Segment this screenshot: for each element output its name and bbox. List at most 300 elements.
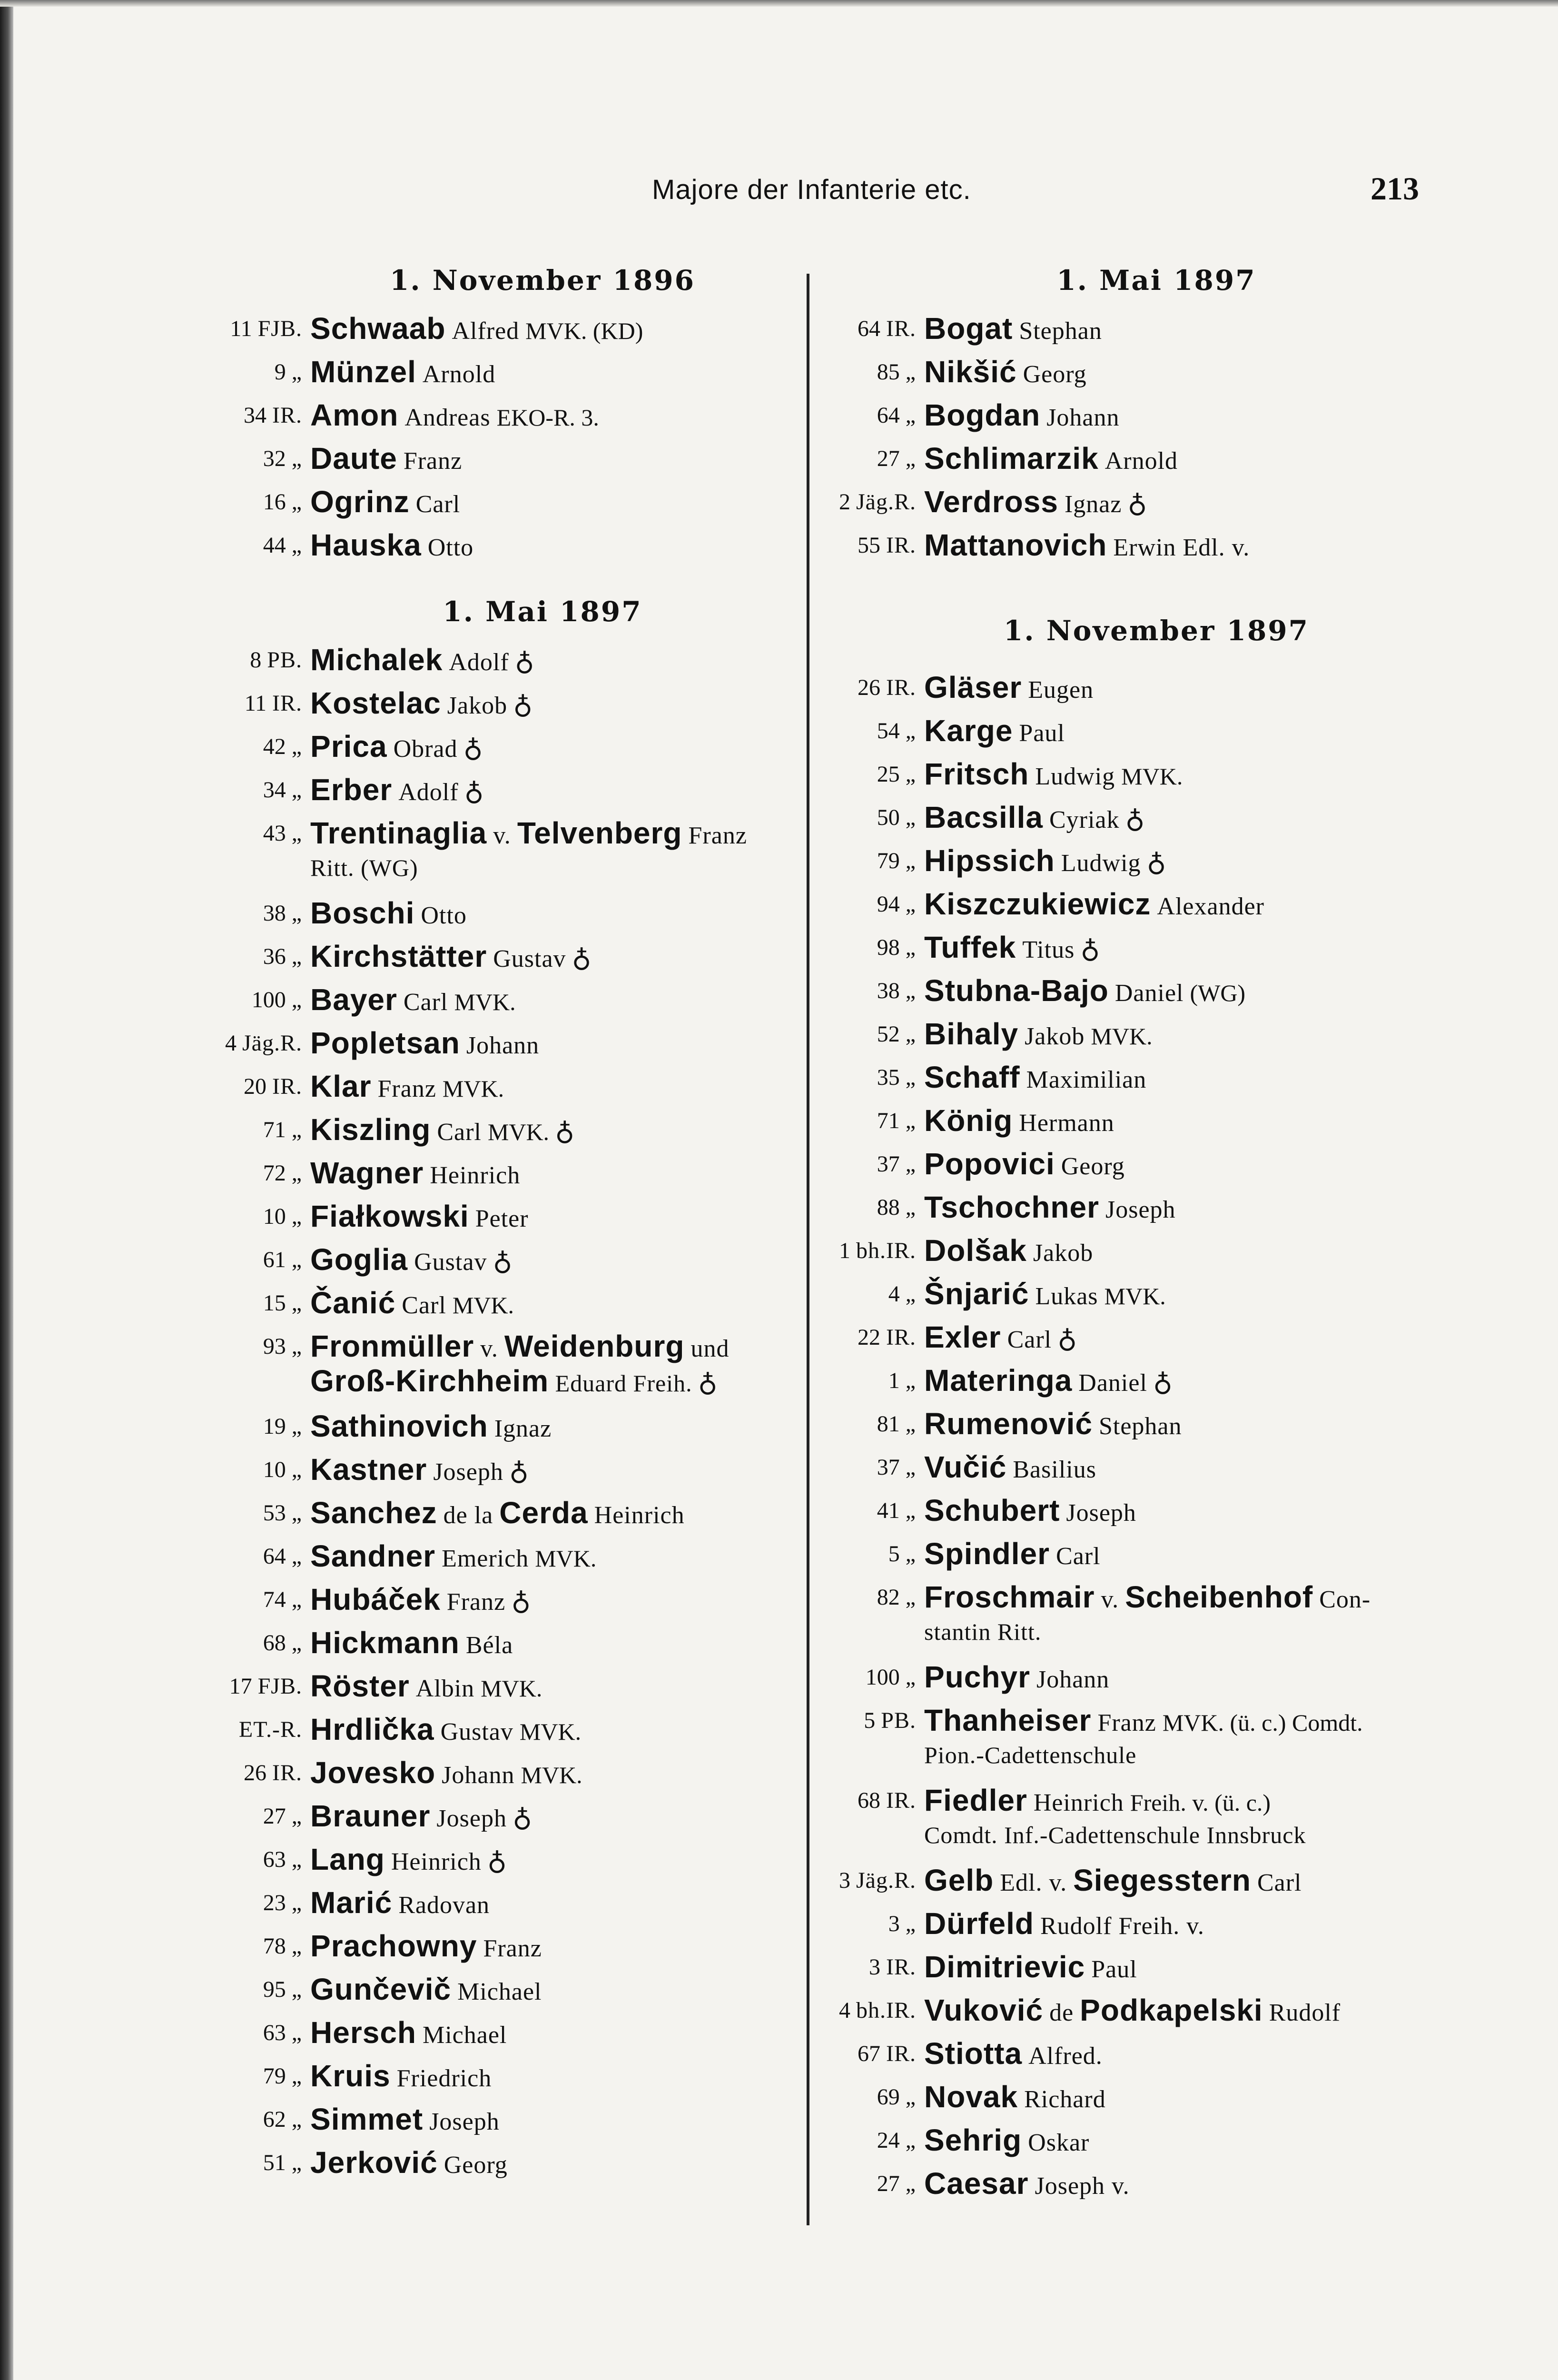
officer-surname: Daute bbox=[310, 441, 397, 476]
unit-reference bbox=[205, 350, 302, 394]
unit-abbreviation: „ bbox=[905, 1498, 916, 1523]
officer-surname: Mattanovich bbox=[924, 528, 1107, 562]
officer-given-name: Con- bbox=[1319, 1586, 1371, 1613]
list-item bbox=[205, 1448, 823, 1491]
officer-given-name: Jakob bbox=[1025, 1023, 1085, 1050]
officer-given-name: Franz bbox=[403, 447, 463, 475]
unit-reference bbox=[818, 709, 916, 753]
officer-given-name: Béla bbox=[465, 1632, 513, 1659]
decoration-note: MVK. bbox=[519, 1718, 582, 1745]
list-item bbox=[818, 394, 1437, 437]
unit-abbreviation: „ bbox=[905, 359, 916, 385]
list-item bbox=[205, 1708, 823, 1751]
officer-given-name: Gustav bbox=[440, 1718, 513, 1745]
unit-abbreviation: IR. bbox=[886, 2041, 916, 2066]
unit-abbreviation: Jäg.R. bbox=[242, 1031, 302, 1056]
officer-given-name: Andreas bbox=[404, 404, 491, 431]
unit-reference bbox=[818, 796, 916, 839]
officer-entry bbox=[310, 1665, 542, 1710]
unit-reference bbox=[818, 1056, 916, 1099]
unit-reference bbox=[818, 1229, 916, 1272]
section-heading: 1. November 1897 bbox=[1003, 615, 1310, 647]
unit-reference bbox=[205, 638, 302, 682]
officer-surname: Čanić bbox=[310, 1286, 396, 1320]
officer-given-name: Daniel bbox=[1114, 980, 1184, 1007]
officer-surname: Ogrinz bbox=[310, 485, 410, 519]
officer-given-name: Carl bbox=[415, 491, 461, 518]
medal-icon: ♁ bbox=[493, 1247, 513, 1276]
officer-given-name: Michael bbox=[457, 1978, 542, 2005]
regiment-number: 74 bbox=[263, 1587, 286, 1612]
officer-entry bbox=[924, 1902, 1204, 1948]
list-item bbox=[205, 1924, 823, 1968]
regiment-number: 68 bbox=[263, 1630, 286, 1656]
regiment-number: 93 bbox=[263, 1334, 286, 1359]
medal-icon: ♁ bbox=[511, 1587, 531, 1616]
unit-reference bbox=[818, 883, 916, 926]
continuation-text: Eduard Freih. bbox=[555, 1370, 692, 1397]
unit-reference bbox=[205, 1491, 302, 1535]
regiment-number: 5 bbox=[888, 1541, 900, 1567]
officer-surname: Kruis bbox=[310, 2059, 391, 2093]
unit-abbreviation: „ bbox=[291, 1847, 302, 1872]
regiment-number: 71 bbox=[877, 1108, 900, 1133]
officer-given-name: Gustav bbox=[493, 945, 566, 972]
unit-reference bbox=[818, 1656, 916, 1699]
list-item bbox=[818, 969, 1437, 1012]
unit-reference bbox=[818, 1359, 916, 1402]
unit-abbreviation: „ bbox=[905, 1541, 916, 1567]
regiment-number: 68 bbox=[858, 1788, 880, 1813]
officer-surname: Schubert bbox=[924, 1493, 1060, 1527]
officer-surname: Spindler bbox=[924, 1537, 1050, 1571]
officer-surname: Sandner bbox=[310, 1539, 436, 1573]
regiment-number: 95 bbox=[263, 1977, 286, 2002]
officer-given-name: Arnold bbox=[1104, 447, 1178, 475]
list-item bbox=[818, 480, 1437, 524]
list-item bbox=[818, 839, 1437, 883]
page-header bbox=[0, 170, 1558, 217]
officer-given-name: Cyriak bbox=[1049, 806, 1120, 833]
regiment-number: 3 bbox=[888, 1911, 900, 1936]
list-item bbox=[205, 768, 823, 812]
officer-entry bbox=[924, 524, 1250, 569]
officer-given-name: Michael bbox=[423, 2022, 507, 2049]
unit-reference bbox=[818, 1699, 916, 1742]
list-item bbox=[205, 480, 823, 524]
officer-entry bbox=[924, 1056, 1146, 1101]
unit-reference bbox=[205, 1881, 302, 1924]
unit-abbreviation: „ bbox=[905, 1281, 916, 1307]
decoration-note: MVK. bbox=[481, 1675, 542, 1702]
decoration-note: MVK. bbox=[442, 1075, 504, 1102]
officer-entry bbox=[310, 768, 483, 814]
officer-surname: Michalek bbox=[310, 643, 443, 677]
regiment-number: 4 bbox=[839, 1998, 850, 2023]
unit-reference bbox=[818, 350, 916, 394]
medal-icon: ♁ bbox=[1146, 848, 1166, 877]
officer-entry bbox=[310, 2098, 500, 2143]
officer-entry bbox=[924, 394, 1120, 439]
medal-icon: ♁ bbox=[464, 777, 484, 806]
unit-abbreviation: IR. bbox=[886, 316, 916, 341]
officer-surname: Karge bbox=[924, 714, 1013, 748]
officer-entry bbox=[924, 350, 1087, 396]
list-item bbox=[205, 1838, 823, 1881]
officer-given-name: Johann bbox=[1036, 1666, 1110, 1693]
regiment-number: 4 bbox=[888, 1281, 900, 1307]
officer-given-name: Jakob bbox=[1033, 1240, 1094, 1267]
list-item bbox=[205, 524, 823, 567]
officer-given-name: Albin bbox=[415, 1675, 475, 1702]
list-item bbox=[205, 978, 823, 1021]
decoration-note: MVK. bbox=[535, 1545, 597, 1572]
list-item bbox=[818, 1656, 1437, 1699]
officer-given-name: Johann bbox=[442, 1762, 515, 1789]
officer-surname: Dimitrievic bbox=[924, 1950, 1085, 1984]
officer-given-name: Heinrich bbox=[430, 1162, 521, 1189]
medal-icon: ♁ bbox=[514, 647, 534, 676]
unit-reference bbox=[818, 2162, 916, 2205]
entry-list bbox=[205, 307, 823, 567]
officer-surname: König bbox=[924, 1103, 1013, 1138]
officer-entry bbox=[924, 926, 1100, 972]
officer-entry bbox=[310, 1108, 574, 1154]
regiment-number: 4 bbox=[225, 1031, 237, 1056]
unit-abbreviation: Jäg.R. bbox=[856, 1868, 916, 1893]
decoration-note: MVK. (KD) bbox=[525, 317, 643, 344]
officer-surname: Schwaab bbox=[310, 311, 446, 346]
officer-entry bbox=[924, 2119, 1089, 2164]
unit-abbreviation: „ bbox=[905, 403, 916, 428]
unit-reference bbox=[818, 1989, 916, 2032]
regiment-number: 22 bbox=[858, 1325, 880, 1350]
list-item bbox=[205, 1621, 823, 1665]
regiment-number: 17 bbox=[229, 1674, 252, 1699]
unit-abbreviation: IR. bbox=[272, 403, 302, 428]
officer-entry bbox=[310, 2054, 492, 2100]
officer-given-name: Edl. v. bbox=[1000, 1869, 1067, 1896]
list-item bbox=[205, 1195, 823, 1238]
unit-reference bbox=[205, 307, 302, 350]
officer-given-name: Rudolf bbox=[1269, 1999, 1341, 2026]
officer-surname: Dürfeld bbox=[924, 1906, 1034, 1941]
regiment-number: 16 bbox=[263, 489, 286, 515]
officer-given-name: Alfred bbox=[452, 317, 520, 345]
list-item bbox=[818, 2032, 1437, 2075]
officer-surname: Šnjarić bbox=[924, 1277, 1029, 1311]
unit-reference bbox=[818, 1576, 916, 1619]
unit-abbreviation: „ bbox=[905, 1585, 916, 1610]
decoration-note: (WG) bbox=[1190, 980, 1246, 1006]
unit-abbreviation: „ bbox=[291, 987, 302, 1012]
unit-abbreviation: „ bbox=[291, 533, 302, 558]
list-item bbox=[205, 1578, 823, 1621]
officer-given-name: Franz bbox=[377, 1075, 436, 1102]
unit-abbreviation: „ bbox=[291, 1204, 302, 1229]
unit-reference bbox=[818, 307, 916, 350]
continuation-text: Comdt. Inf.-Cadettenschule Innsbruck bbox=[924, 1822, 1306, 1848]
unit-reference bbox=[818, 1902, 916, 1945]
unit-reference bbox=[205, 1405, 302, 1448]
unit-reference bbox=[205, 2011, 302, 2054]
officer-entry bbox=[310, 1578, 531, 1624]
officer-given-name: Gustav bbox=[414, 1249, 487, 1276]
regiment-number: 23 bbox=[263, 1890, 286, 1915]
regiment-number: 67 bbox=[858, 2041, 880, 2066]
officer-entry bbox=[924, 796, 1144, 842]
officer-surname: Kastner bbox=[310, 1452, 427, 1487]
list-item bbox=[818, 1272, 1437, 1316]
list-item bbox=[205, 1021, 823, 1065]
entry-continuation bbox=[924, 1613, 1041, 1651]
officer-surname: Novak bbox=[924, 2080, 1018, 2114]
unit-abbreviation: „ bbox=[291, 821, 302, 846]
officer-surname: Stubna-Bajo bbox=[924, 973, 1109, 1008]
regiment-number: 51 bbox=[263, 2150, 286, 2175]
unit-abbreviation: „ bbox=[291, 1160, 302, 1186]
officer-entry bbox=[924, 1186, 1176, 1231]
unit-reference bbox=[818, 839, 916, 883]
officer-surname: Bogat bbox=[924, 311, 1013, 346]
officer-surname: Tuffek bbox=[924, 930, 1016, 964]
officer-entry bbox=[310, 935, 591, 981]
unit-abbreviation: „ bbox=[291, 1500, 302, 1526]
officer-given-name: Lukas bbox=[1035, 1283, 1098, 1310]
officer-surname: Gunčevič bbox=[310, 1972, 452, 2006]
decoration-note: MVK. (ü. c.) Comdt. bbox=[1162, 1709, 1363, 1736]
unit-abbreviation: „ bbox=[291, 901, 302, 926]
officer-given-name: Alexander bbox=[1157, 893, 1264, 920]
officer-surname: Hubáček bbox=[310, 1582, 441, 1616]
regiment-number: 64 bbox=[877, 403, 900, 428]
unit-abbreviation: „ bbox=[905, 978, 916, 1003]
officer-entry bbox=[310, 725, 483, 771]
unit-abbreviation: „ bbox=[291, 734, 302, 759]
decoration-note: MVK. bbox=[454, 989, 516, 1015]
unit-abbreviation: „ bbox=[905, 1065, 916, 1090]
regiment-number: 36 bbox=[263, 944, 286, 969]
unit-reference bbox=[205, 1665, 302, 1708]
officer-surname: Bihaly bbox=[924, 1017, 1019, 1051]
regiment-number: 64 bbox=[263, 1544, 286, 1569]
officer-entry bbox=[924, 666, 1094, 712]
unit-abbreviation: IR. bbox=[272, 1760, 302, 1785]
officer-given-name: Joseph bbox=[1066, 1499, 1136, 1527]
officer-given-name: Alfred. bbox=[1028, 2043, 1103, 2070]
unit-abbreviation: „ bbox=[905, 2171, 916, 2196]
list-item bbox=[818, 709, 1437, 753]
list-item bbox=[818, 1446, 1437, 1489]
regiment-number: 64 bbox=[858, 316, 880, 341]
regiment-number: 1 bbox=[888, 1368, 900, 1393]
unit-abbreviation: „ bbox=[291, 2150, 302, 2175]
unit-abbreviation: IR. bbox=[886, 675, 916, 700]
officer-entry bbox=[310, 978, 516, 1024]
regiment-number: 27 bbox=[877, 446, 900, 471]
list-item bbox=[818, 1576, 1437, 1656]
officer-given-name: Heinrich bbox=[391, 1848, 482, 1875]
unit-reference bbox=[205, 394, 302, 437]
officer-surname: Sanchez bbox=[310, 1496, 437, 1530]
officer-entry bbox=[310, 1535, 596, 1580]
officer-given-name: Johann bbox=[466, 1032, 540, 1059]
list-item bbox=[818, 1186, 1437, 1229]
unit-abbreviation: bh.IR. bbox=[856, 1238, 916, 1263]
regiment-number: 71 bbox=[263, 1117, 286, 1142]
officer-surname: Verdross bbox=[924, 485, 1058, 519]
officer-surname: Hipssich bbox=[924, 843, 1055, 878]
unit-reference bbox=[205, 1238, 302, 1281]
unit-reference bbox=[818, 480, 916, 524]
list-item bbox=[818, 524, 1437, 567]
unit-abbreviation: „ bbox=[905, 1911, 916, 1936]
officer-entry bbox=[924, 1859, 1302, 1904]
officer-given-name: Heinrich bbox=[1033, 1789, 1124, 1816]
officer-given-name: Franz bbox=[688, 822, 747, 849]
regiment-number: 24 bbox=[877, 2128, 900, 2153]
officer-entry bbox=[924, 437, 1178, 483]
regiment-number: 3 bbox=[839, 1868, 850, 1893]
unit-abbreviation: IR. bbox=[272, 691, 302, 716]
officer-surname: Hickmann bbox=[310, 1626, 460, 1660]
officer-entry bbox=[310, 1065, 504, 1111]
officer-entry bbox=[924, 2075, 1106, 2121]
unit-abbreviation: „ bbox=[291, 1117, 302, 1142]
officer-surname: Hrdlička bbox=[310, 1712, 434, 1746]
officer-given-name: Joseph bbox=[1105, 1196, 1176, 1223]
regiment-number: 94 bbox=[877, 892, 900, 917]
list-item bbox=[205, 1238, 823, 1281]
list-item bbox=[818, 1699, 1437, 1779]
list-item bbox=[818, 2119, 1437, 2162]
officer-surname: Röster bbox=[310, 1669, 410, 1703]
unit-abbreviation: „ bbox=[291, 944, 302, 969]
unit-abbreviation: IR. bbox=[886, 533, 916, 558]
unit-abbreviation: „ bbox=[291, 1934, 302, 1959]
unit-abbreviation: „ bbox=[291, 1977, 302, 2002]
unit-reference bbox=[205, 812, 302, 855]
officer-given-name: Stephan bbox=[1098, 1413, 1182, 1440]
officer-entry bbox=[310, 638, 534, 684]
officer-surname: Tschochner bbox=[924, 1190, 1099, 1224]
unit-abbreviation: „ bbox=[905, 848, 916, 873]
officer-surname: Popletsan bbox=[310, 1026, 460, 1060]
unit-abbreviation: „ bbox=[291, 777, 302, 803]
officer-surname: Vuković bbox=[924, 1993, 1044, 2027]
officer-entry bbox=[310, 350, 495, 396]
officer-entry bbox=[924, 1229, 1093, 1275]
regiment-number: 25 bbox=[877, 762, 900, 787]
regiment-number: 82 bbox=[877, 1585, 900, 1610]
list-item bbox=[818, 1989, 1437, 2032]
regiment-number: 37 bbox=[877, 1151, 900, 1177]
officer-surname: Schlimarzik bbox=[924, 441, 1099, 476]
decoration-note: MVK. bbox=[521, 1762, 582, 1788]
unit-reference bbox=[818, 2075, 916, 2119]
list-item bbox=[818, 926, 1437, 969]
officer-surname: Materinga bbox=[924, 1363, 1073, 1398]
entry-continuation bbox=[924, 1736, 1136, 1774]
officer-given-name: de bbox=[1049, 1999, 1074, 2026]
officer-given-name: Otto bbox=[427, 534, 474, 561]
unit-abbreviation: „ bbox=[905, 892, 916, 917]
officer-entry bbox=[924, 480, 1147, 526]
unit-reference bbox=[205, 1195, 302, 1238]
officer-given-name: Arnold bbox=[422, 361, 496, 388]
regiment-number: 34 bbox=[263, 777, 286, 803]
regiment-number: 26 bbox=[858, 675, 880, 700]
regiment-number: 61 bbox=[263, 1247, 286, 1272]
continuation-text: Ritt. (WG) bbox=[310, 854, 418, 881]
officer-surname: Kiszczukiewicz bbox=[924, 887, 1151, 921]
officer-surname: Exler bbox=[924, 1320, 1001, 1354]
entry-continuation bbox=[924, 1816, 1306, 1854]
officer-entry bbox=[310, 1448, 529, 1494]
unit-reference bbox=[818, 1099, 916, 1142]
list-item bbox=[205, 307, 823, 350]
regiment-number: 10 bbox=[263, 1457, 286, 1482]
medal-icon: ♁ bbox=[1125, 804, 1145, 834]
regiment-number: 35 bbox=[877, 1065, 900, 1090]
officer-entry bbox=[924, 1402, 1182, 1448]
officer-surname: Sehrig bbox=[924, 2123, 1022, 2157]
unit-abbreviation: FJB. bbox=[257, 1674, 302, 1699]
list-item bbox=[818, 1316, 1437, 1359]
officer-given-name: Daniel bbox=[1078, 1369, 1147, 1397]
unit-reference bbox=[205, 978, 302, 1021]
officer-surname: Sathinovich bbox=[310, 1409, 488, 1443]
unit-reference bbox=[205, 1838, 302, 1881]
decoration-note: Freih. v. (ü. c.) bbox=[1130, 1789, 1271, 1816]
officer-entry bbox=[924, 969, 1245, 1015]
officer-entry bbox=[924, 1945, 1137, 1991]
medal-icon: ♁ bbox=[698, 1368, 718, 1398]
officer-entry bbox=[310, 307, 643, 353]
list-item bbox=[205, 1665, 823, 1708]
officer-entry bbox=[924, 1656, 1109, 1701]
officer-surname: Brauner bbox=[310, 1799, 431, 1833]
decoration-note: EKO-R. 3. bbox=[496, 404, 599, 431]
unit-abbreviation: „ bbox=[905, 2084, 916, 2110]
regiment-number: 27 bbox=[263, 1804, 286, 1829]
officer-given-name: Adolf bbox=[449, 649, 509, 676]
unit-abbreviation: „ bbox=[905, 1368, 916, 1393]
list-item bbox=[818, 1945, 1437, 1989]
list-item bbox=[205, 1491, 823, 1535]
unit-abbreviation: „ bbox=[291, 1414, 302, 1439]
list-item bbox=[818, 350, 1437, 394]
unit-abbreviation: PB. bbox=[267, 647, 302, 673]
unit-reference bbox=[818, 753, 916, 796]
officer-given-name: Adolf bbox=[398, 779, 459, 806]
officer-given-name: Ludwig bbox=[1061, 850, 1141, 877]
officer-surname: Caesar bbox=[924, 2166, 1029, 2201]
officer-given-name: und bbox=[690, 1335, 730, 1362]
regiment-number: 41 bbox=[877, 1498, 900, 1523]
medal-icon: ♁ bbox=[463, 734, 483, 763]
officer-entry bbox=[924, 1272, 1166, 1318]
officer-surname: Amon bbox=[310, 398, 399, 432]
regiment-number: 72 bbox=[263, 1160, 286, 1186]
medal-icon: ♁ bbox=[555, 1117, 574, 1146]
officer-surname: Prica bbox=[310, 729, 387, 764]
unit-reference bbox=[818, 1272, 916, 1316]
unit-abbreviation: „ bbox=[291, 1290, 302, 1316]
continuation-text: stantin Ritt. bbox=[924, 1618, 1042, 1645]
unit-reference bbox=[818, 1402, 916, 1446]
officer-entry bbox=[310, 1195, 529, 1240]
